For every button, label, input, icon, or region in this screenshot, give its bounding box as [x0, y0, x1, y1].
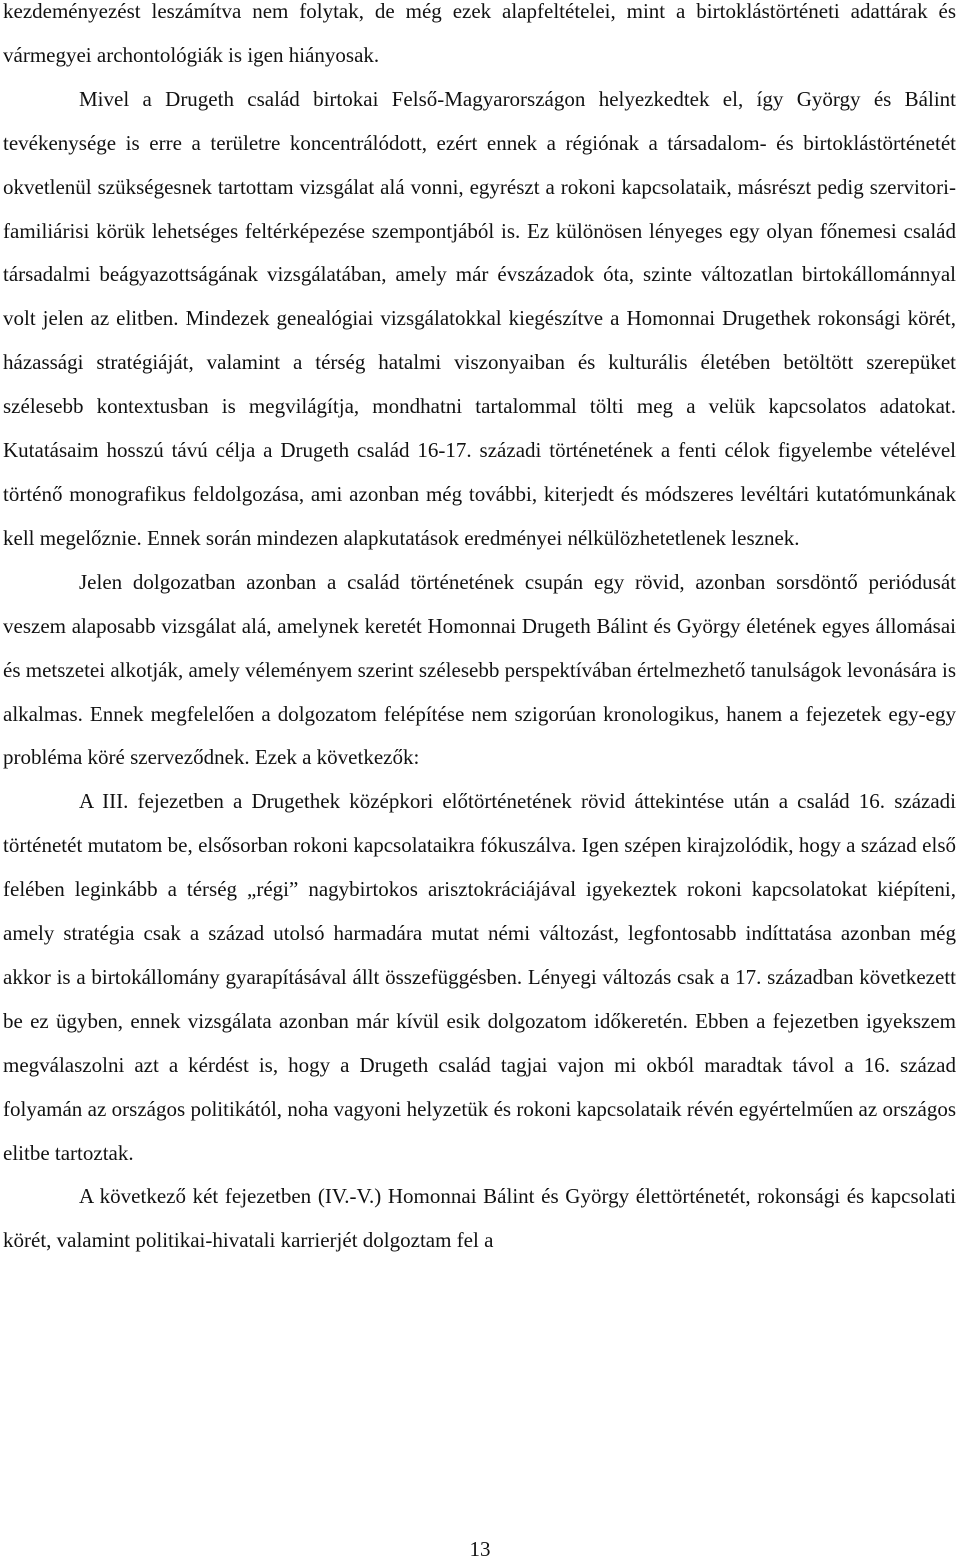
paragraph-continuation: kezdeményezést leszámítva nem folytak, de még ezek alapfeltételei, mint a birtoklástörténeti adattárak és vármegyei archontológiák is igen hiányosak. [3, 0, 956, 67]
page-number: 13 [469, 1537, 491, 1561]
paragraph-chapter-three: A III. fejezetben a Drugethek középkori előtörténetének rövid áttekintése után a család 16. századi történetét mutatom be, elsősorban rokoni kapcsolataikra fókuszálva. Igen szépen kirajzolódik, hogy a század első felében leginkább a térség „régi” nagybirtokos arisztokráciájával igyekeztek rokoni kapcsolatokat kiépíteni, amely stratégia csak a század utolsó harmadára mutat némi változást, legfontosabb indíttatása azonban még akkor is a birtokállomány gyarapításával állt összefüggésben. Lényegi változás csak a 17. században következett be ez ügyben, ennek vizsgálata azonban már kívül esik dolgozatom időkeretén. Ebben a fejezetben igyekszem megválaszolni azt a kérdést is, hogy a Drugeth család tagjai vajon mi okból maradtak távol a 16. század folyamán az országos politikától, noha vagyoni helyzetük és rokoni kapcsolataik révén egyértelműen az országos elitbe tartoztak. [3, 789, 956, 1165]
paragraph-research-context: Mivel a Drugeth család birtokai Felső-Magyarországon helyezkedtek el, így György és Bálint tevékenysége is erre a területre koncentrálódott, ezért ennek a régiónak a társadalom- és birtoklástörténetét okvetlenül szükségesnek tartottam vizsgálat alá vonni, egyrészt a rokoni kapcsolataik, másrészt pedig szervitori-familiárisi körük lehetséges feltérképezése szempontjából is. Ez különösen lényeges egy olyan főnemesi család társadalmi beágyazottságának vizsgálatában, amely már évszázadok óta, szinte változatlan birtokállománnyal volt jelen az elitben. Mindezek genealógiai vizsgálatokkal kiegészítve a Homonnai Drugethek rokonsági körét, házassági stratégiáját, valamint a térség hatalmi viszonyaiban és kulturális életében betöltött szerepüket szélesebb kontextusban is megvilágítja, mondhatni tartalommal tölti meg a velük kapcsolatos adatokat. Kutatásaim hosszú távú célja a Drugeth család 16-17. századi történetének a fenti célok figyelembe vételével történő monografikus feldolgozása, ami azonban még további, kiterjedt és módszeres levéltári kutatómunkának kell megelőznie. Ennek során mindezen alapkutatások eredményei nélkülözhetetlenek lesznek. [3, 86, 956, 550]
paragraph-thesis-scope: Jelen dolgozatban azonban a család történetének csupán egy rövid, azonban sorsdöntő periódusát veszem alaposabb vizsgálat alá, amelynek keretét Homonnai Drugeth Bálint és György életének egyes állomásai és metszetei alkotják, amely véleményem szerint szélesebb perspektívában értelmezhető tanulságok levonására is alkalmas. Ennek megfelelően a dolgozatom felépítése nem szigorúan kronologikus, hanem a fejezetek egy-egy probléma köré szerveződnek. Ezek a következők: [3, 569, 956, 770]
paragraph-chapters-four-five: A következő két fejezetben (IV.-V.) Homonnai Bálint és György élettörténetét, rokonsági és kapcsolati körét, valamint politikai-hivatali karrierjét dolgoztam fel a [3, 1184, 956, 1253]
body-text [3, 0, 956, 1263]
